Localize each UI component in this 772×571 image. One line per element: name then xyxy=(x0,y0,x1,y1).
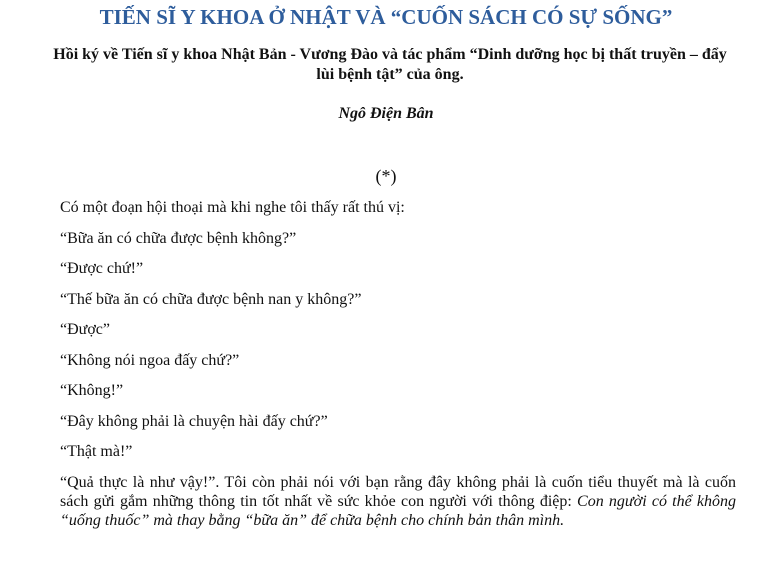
document-subtitle: Hồi ký về Tiến sĩ y khoa Nhật Bản - Vương Đào và tác phẩm “Dinh dưỡng học bị thất truyền – đẩy lùi bệnh tật” của ông. xyxy=(53,46,727,83)
section-marker: (*) xyxy=(375,166,397,186)
closing-paragraph xyxy=(60,473,736,530)
closing-paragraph-text: “Quả thực là như vậy!”. Tôi còn phải nói với bạn rằng đây không phải là cuốn tiểu thuyết mà là cuốn sách gửi gắm những thông tin tốt nhất về sức khỏe con người với thông điệp: xyxy=(60,473,736,510)
closing-paragraph-message: Con người có thể không “uống thuốc” mà thay bằng “bữa ăn” để chữa bệnh cho chính bản thân mình. xyxy=(60,492,736,529)
dialogue-line: “Thật mà!” xyxy=(60,443,133,460)
document-title: TIẾN SĨ Y KHOA Ở NHẬT VÀ “CUỐN SÁCH CÓ SỰ SỐNG” xyxy=(99,5,673,29)
dialogue-line: “Không!” xyxy=(60,382,124,399)
dialogue-line: “Đây không phải là chuyện hài đấy chứ?” xyxy=(60,412,328,430)
dialogue-line: “Thế bữa ăn có chữa được bệnh nan y không?” xyxy=(60,290,362,308)
document-body xyxy=(60,193,736,546)
dialogue-line: “Được” xyxy=(60,321,110,338)
dialogue-line: “Được chứ!” xyxy=(60,260,144,277)
author-name: Ngô Điện Bân xyxy=(338,105,434,122)
dialogue-line: “Bữa ăn có chữa được bệnh không?” xyxy=(60,229,297,247)
body-line-intro: Có một đoạn hội thoại mà khi nghe tôi thấy rất thú vị: xyxy=(60,199,405,216)
dialogue-line: “Không nói ngoa đấy chứ?” xyxy=(60,351,240,369)
